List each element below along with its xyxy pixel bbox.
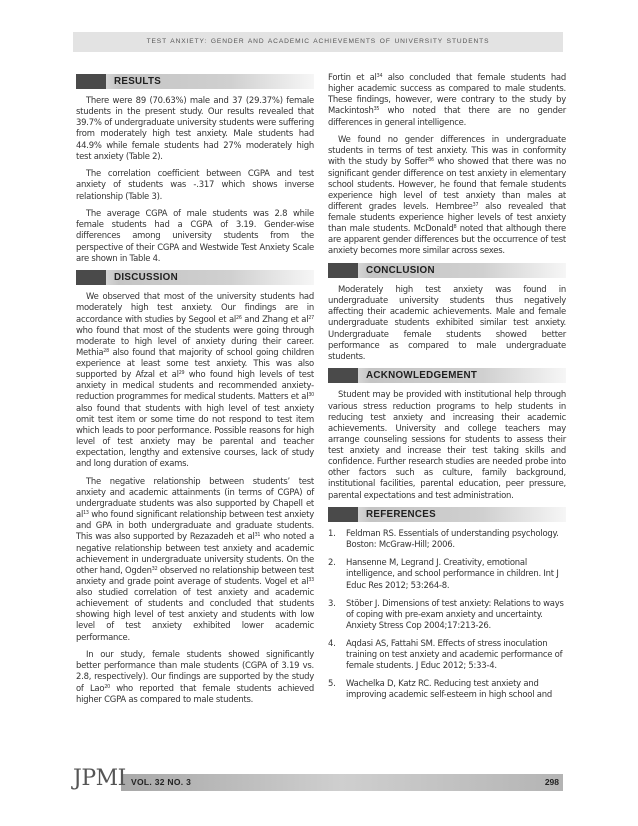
reference-item: [328, 528, 566, 550]
discussion-paragraph-2: The negative relationship between students’ test anxiety and academic attainments (in terms of CGPA) of undergraduate students was also supported by Chapell et $al^{13}$ who found significant relationship between test anxiety and GPA in both undergraduate and graduate students. This was also supported by Rezazadeh et $al^{31}$ who noted a negative relationship between test anxiety and academic achievement in undergraduate university students. On the other hand, Ogden$^{32}$ observed no relationship between test anxiety and grade point average of students. Vogel et $al^{33}$ also studied correlation of test anxiety and academic achievement of students and concluded that students showing high level of test anxiety and students with low level of test anxiety exhibited lower academic performance.: [76, 475, 315, 642]
heading-tab: [328, 263, 358, 278]
discussion-paragraph-4: Fortin et $al^{34}$ also concluded that female students had higher academic success as compared to male students. These findings, however, were contrary to the study by Mackintosh$^{35}$ who noted that there are no gender differences in general intelligence.: [328, 72, 566, 127]
left-column: [76, 72, 314, 711]
references-heading: [328, 507, 566, 522]
discussion-paragraph-1: We observed that most of the university students had moderately high test anxiety. Our findings are in accordance with studies by Segool et $al^{26}$ and Zhang et $al^{27}$ who found that most of the students were going through moderate to high level of anxiety during their career. Methia$^{28}$ also found that majority of school going children experience at least some test anxiety. This was also supported by Afzal et $al^{29}$ who found high levels of test anxiety in medical students and recommended anxiety-reduction programmes for medical students. Matters et $al^{30}$ also found that students with high level of test anxiety omit test item or some time do not respond to test item which leads to poor performance. Possible reasons for high level of test anxiety may be parental and teacher expectation, lengthy and extensive courses, lack of study and long duration of exams.: [76, 291, 314, 469]
discussion-paragraph-5: We found no gender differences in undergraduate students in terms of test anxiety. This was in conformity with the study by Soffer$^{36}$ who showed that there was no significant gender difference on test anxiety in elementary school students. However, he found that female students experience high level of test anxiety than males at different grades levels. Hembree$^{37}$ also revealed that female students experience higher levels of test anxiety than male students. McDonald$^8$ noted that although there are apparent gender differences but the occurrence of test anxiety becomes more similar across sexes.: [328, 134, 567, 256]
journal-logo: JPMI: [73, 766, 126, 791]
volume-label: VOL. 32 NO. 3: [131, 777, 192, 787]
results-heading: [76, 74, 314, 89]
heading-tab: [76, 74, 106, 89]
heading-title: ACKNOWLEDGEMENT: [366, 370, 478, 382]
reference-item: [328, 557, 566, 590]
reference-text: Feldman RS. Essentials of understanding psychology. Boston: McGraw-Hill; 2006.: [346, 528, 559, 550]
results-paragraph-1: There were 89 (70.63%) male and 37 (29.37%) female students in the present study. Our results revealed that 39.7% of undergraduate university students were suffering from moderately high test anxiety. Male students had 44.9% while female students had 27% moderately high test anxiety (Table 2).: [76, 95, 314, 161]
heading-bar: [76, 270, 314, 285]
conclusion-paragraph: Moderately high test anxiety was found in undergraduate university students thus negatively affecting their academic achievements. Male and female undergraduate students exhibited similar test anxiety. Undergraduate female students showed better performance as compared to male undergraduate students.: [328, 284, 566, 361]
results-paragraph-3: The average CGPA of male students was 2.8 while female students had a CGPA of 3.19. Gender-wise differences among university students from the perspective of their CGPA and Westwide Test Anxiety Scale are shown in Table 4.: [76, 208, 314, 263]
reference-item: [328, 598, 566, 631]
heading-tab: [328, 368, 358, 383]
discussion-paragraph-3: In our study, female students showed significantly better performance than male students (CGPA of 3.19 vs. 2.8, respectively). Our findings are supported by the study of Lao$^{20}$ who reported that female students achieved higher CGPA as compared to male students.: [76, 649, 314, 704]
acknowledgement-heading: [328, 368, 566, 383]
reference-text: Stöber J. Dimensions of test anxiety: Relations to ways of coping with pre-exam anxiety and uncertainty. Anxiety Stress Cop 2004;17:213-26.: [346, 597, 564, 630]
reference-item: [328, 678, 566, 700]
reference-number: 2.: [328, 557, 336, 568]
reference-text: Hansenne M, Legrand J. Creativity, emotional intelligence, and school performance in children. Int J Educ Res 2012; 53:264-8.: [346, 557, 559, 590]
running-head: TEST ANXIETY: GENDER AND ACADEMIC ACHIEVEMENTS OF UNIVERSITY STUDENTS: [73, 32, 563, 52]
discussion-heading: [76, 270, 314, 285]
reference-text: Wachelka D, Katz RC. Reducing test anxiety and improving academic self-esteem in high school and: [346, 678, 552, 700]
reference-text: Aqdasi AS, Fattahi SM. Effects of stress inoculation training on test anxiety and academic performance of female students. J Educ 2012; 5:33-4.: [346, 637, 563, 671]
heading-bar: [76, 74, 314, 89]
heading-title: DISCUSSION: [114, 272, 178, 284]
heading-bar: [328, 507, 566, 522]
heading-title: CONCLUSION: [366, 265, 435, 276]
heading-title: REFERENCES: [366, 509, 436, 521]
heading-tab: [76, 270, 106, 285]
reference-item: [328, 638, 566, 671]
conclusion-heading: [328, 263, 566, 278]
reference-number: 3.: [328, 597, 336, 608]
reference-number: 1.: [328, 528, 336, 539]
page-footer: [73, 766, 563, 806]
heading-title: RESULTS: [114, 76, 162, 87]
reference-number: 4.: [328, 637, 336, 648]
results-paragraph-2: The correlation coefficient between CGPA and test anxiety of students was -.317 which shows inverse relationship (Table 3).: [76, 168, 314, 201]
heading-tab: [328, 507, 358, 522]
heading-bar: [328, 263, 566, 278]
reference-number: 5.: [328, 678, 336, 689]
page-number: 298: [544, 777, 559, 787]
right-column: [328, 72, 566, 707]
reference-list: [328, 528, 566, 700]
acknowledgement-paragraph: Student may be provided with institutional help through various stress reduction programs to help students in reducing test anxiety and increasing their academic achievements. University and college teachers may arrange counseling sessions for students to assess their test anxiety and increase their test taking skills and confidence. Further research studies are needed probe into other factors such as culture, family background, institutional facilities, parental education, peer pressure, parental expectations and test administration.: [328, 389, 566, 500]
